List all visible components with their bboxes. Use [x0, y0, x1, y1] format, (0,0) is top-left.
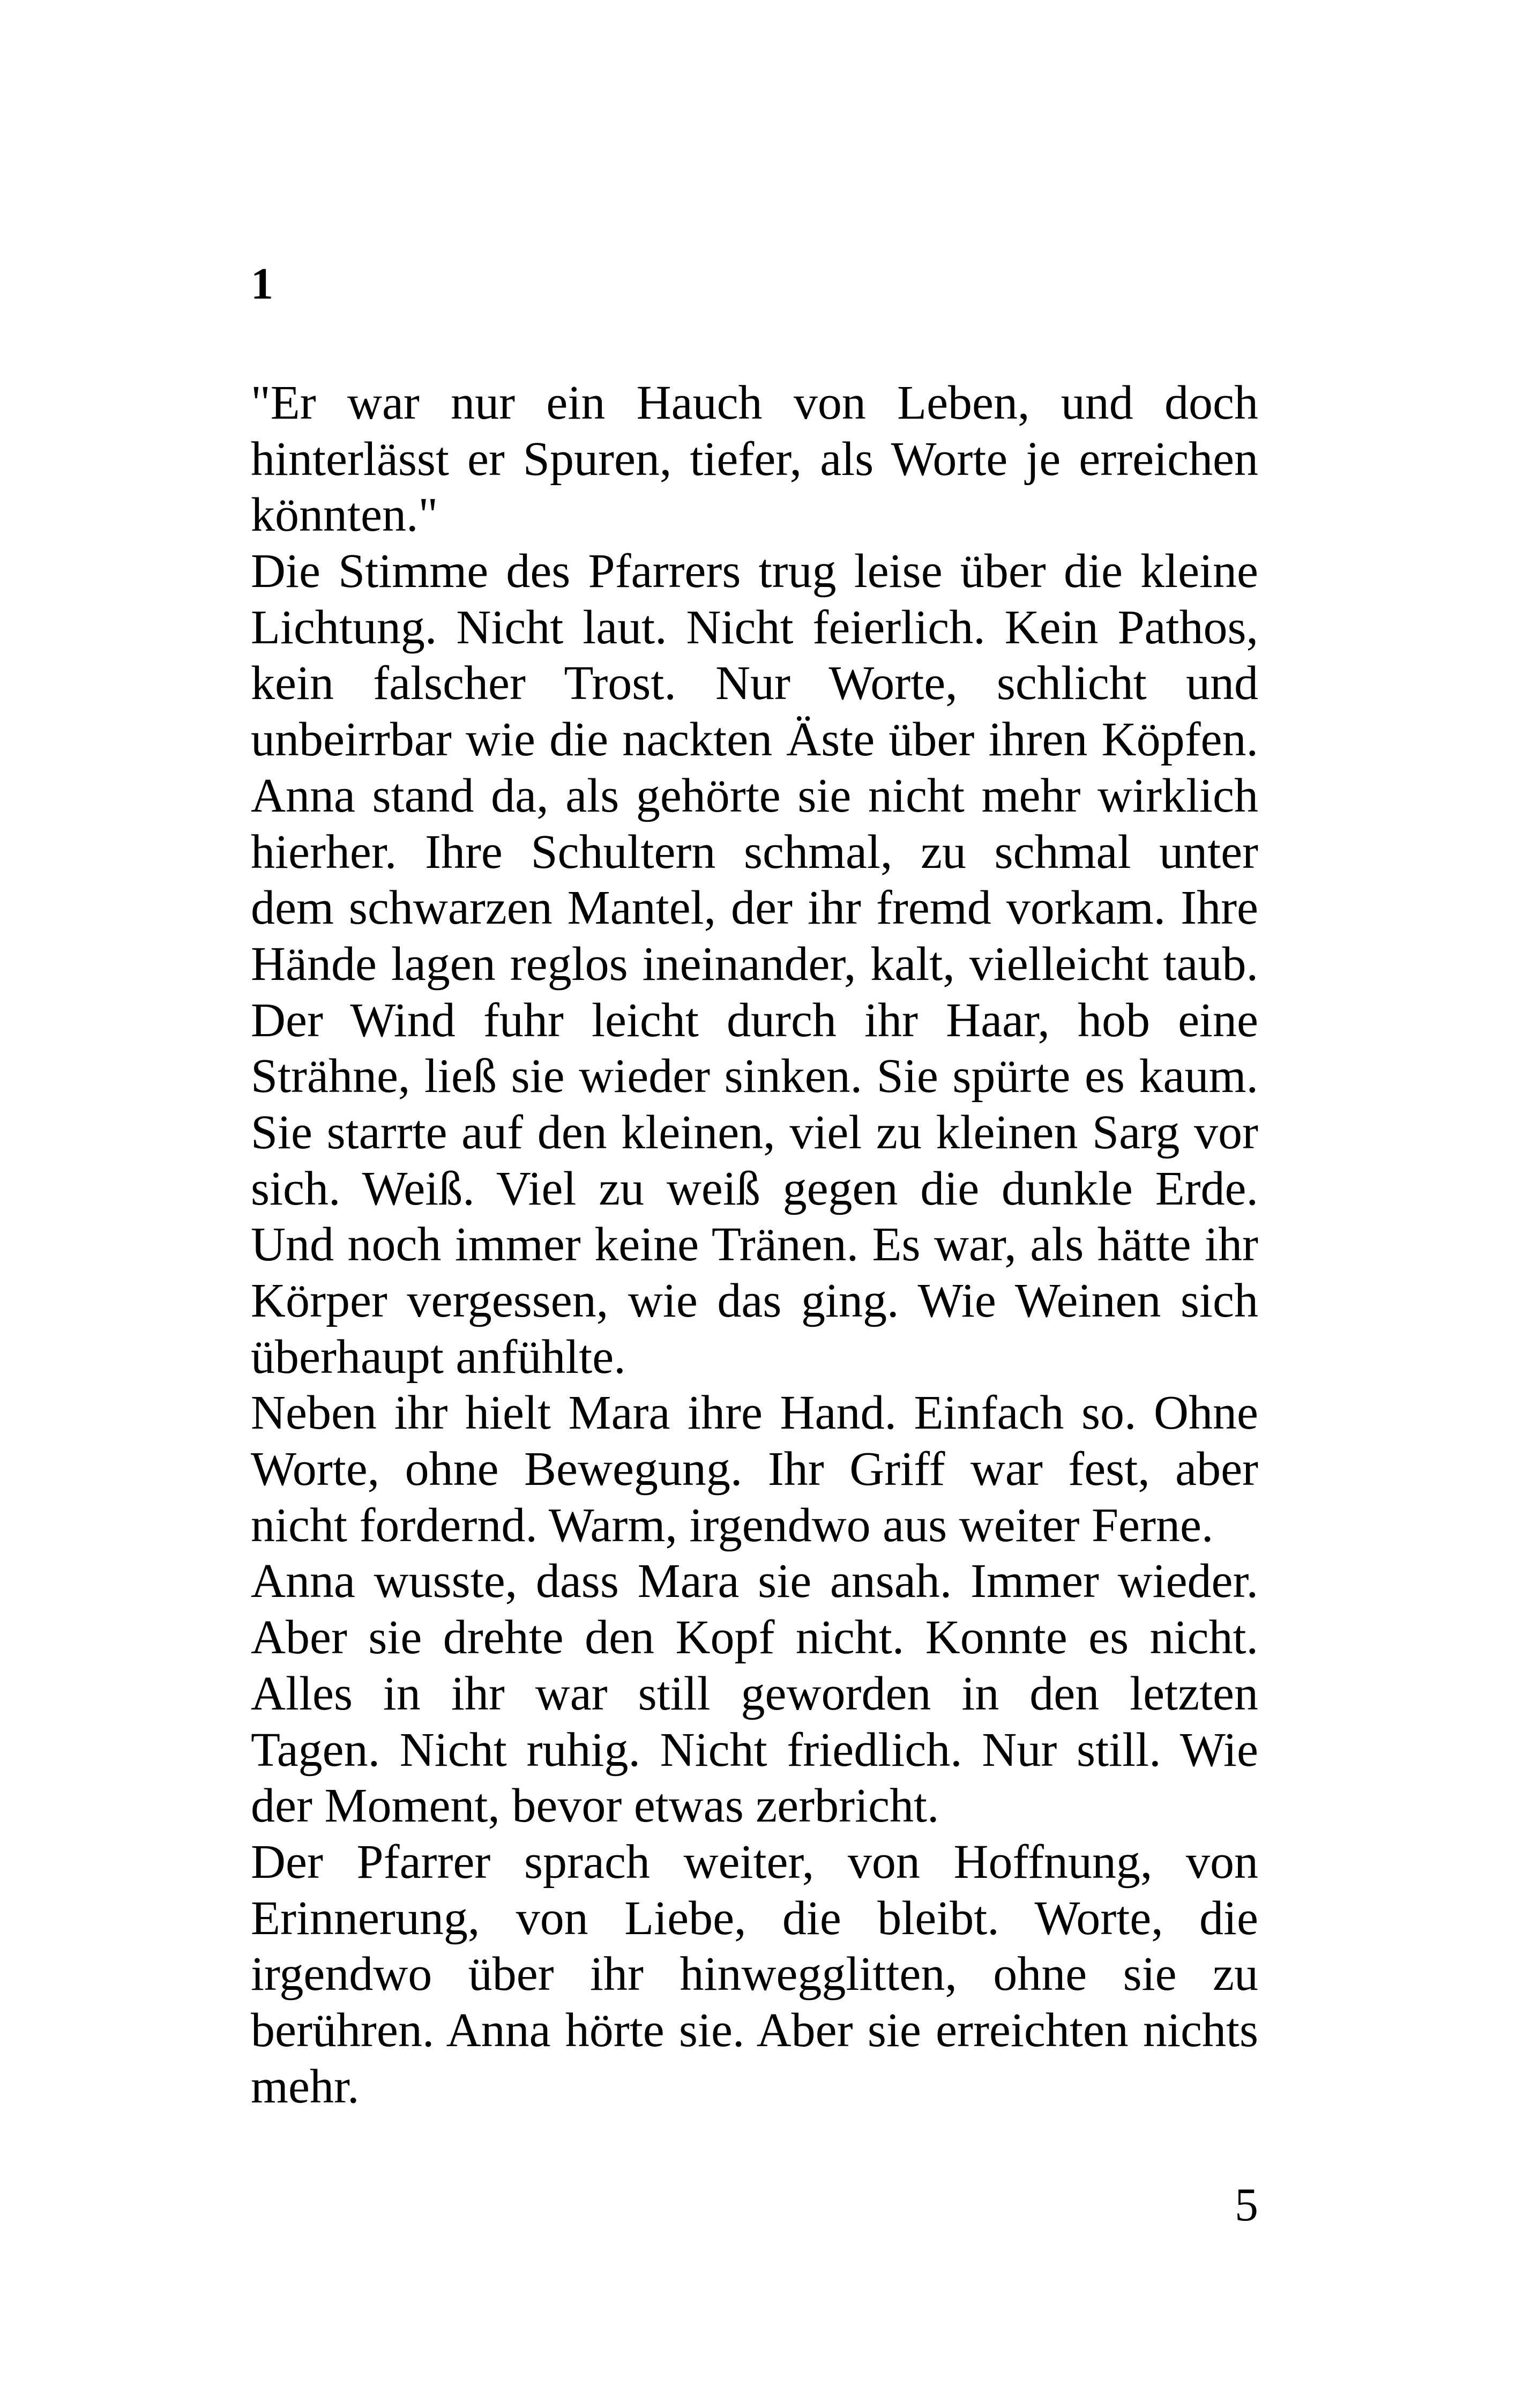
- text-line: Lichtung. Nicht laut. Nicht feierlich. Kein Pathos,: [251, 600, 1258, 654]
- text-line: Anna wusste, dass Mara sie ansah. Immer wieder.: [251, 1555, 1258, 1608]
- text-line: nicht fordernd. Warm, irgendwo aus weiter Ferne.: [251, 1498, 1214, 1552]
- text-line: Körper vergessen, wie das ging. Wie Weinen sich: [251, 1274, 1258, 1327]
- text-line: Neben ihr hielt Mara ihre Hand. Einfach so. Ohne: [251, 1386, 1258, 1440]
- text-line: Der Wind fuhr leicht durch ihr Haar, hob eine: [251, 993, 1258, 1047]
- text-line: Die Stimme des Pfarrers trug leise über die kleine: [251, 545, 1258, 598]
- text-line: Der Pfarrer sprach weiter, von Hoffnung, von: [251, 1835, 1258, 1889]
- text-line: dem schwarzen Mantel, der ihr fremd vorkam. Ihre: [251, 881, 1258, 935]
- text-line: "Er war nur ein Hauch von Leben, und doch: [251, 376, 1258, 429]
- text-line: kein falscher Trost. Nur Worte, schlicht und: [251, 657, 1258, 710]
- text-line: irgendwo über ihr hinwegglitten, ohne sie zu: [251, 1948, 1258, 2001]
- text-line: Tagen. Nicht ruhig. Nicht friedlich. Nur still. Wie: [251, 1723, 1258, 1777]
- text-line: überhaupt anfühlte.: [251, 1330, 626, 1384]
- text-line: Worte, ohne Bewegung. Ihr Griff war fest, aber: [251, 1443, 1258, 1496]
- text-line: Und noch immer keine Tränen. Es war, als hätte ihr: [251, 1218, 1258, 1272]
- text-line: hinterlässt er Spuren, tiefer, als Worte je erreichen: [251, 432, 1258, 486]
- text-line: Sie starrte auf den kleinen, viel zu kleinen Sarg vor: [251, 1105, 1258, 1159]
- text-line: unbeirrbar wie die nackten Äste über ihren Köpfen.: [251, 713, 1258, 767]
- text-line: Anna stand da, als gehörte sie nicht mehr wirklich: [251, 769, 1258, 822]
- page-number: 5: [1235, 2179, 1258, 2231]
- text-line: mehr.: [251, 2060, 360, 2113]
- text-line: hierher. Ihre Schultern schmal, zu schmal unter: [251, 825, 1258, 879]
- text-line: könnten.": [251, 488, 438, 542]
- text-line: der Moment, bevor etwas zerbricht.: [251, 1779, 939, 1833]
- text-line: sich. Weiß. Viel zu weiß gegen die dunkle Erde.: [251, 1162, 1258, 1215]
- text-line: Strähne, ließ sie wieder sinken. Sie spürte es kaum.: [251, 1050, 1258, 1103]
- body-text: [251, 375, 1258, 2115]
- text-line: Erinnerung, von Liebe, die bleibt. Worte, die: [251, 1891, 1258, 1945]
- text-line: Alles in ihr war still geworden in den letzten: [251, 1667, 1258, 1720]
- chapter-number: 1: [251, 259, 273, 309]
- text-line: berühren. Anna hörte sie. Aber sie erreichten nichts: [251, 2003, 1258, 2057]
- text-line: Aber sie drehte den Kopf nicht. Konnte es nicht.: [251, 1611, 1258, 1664]
- text-line: Hände lagen reglos ineinander, kalt, vielleicht taub.: [251, 937, 1258, 991]
